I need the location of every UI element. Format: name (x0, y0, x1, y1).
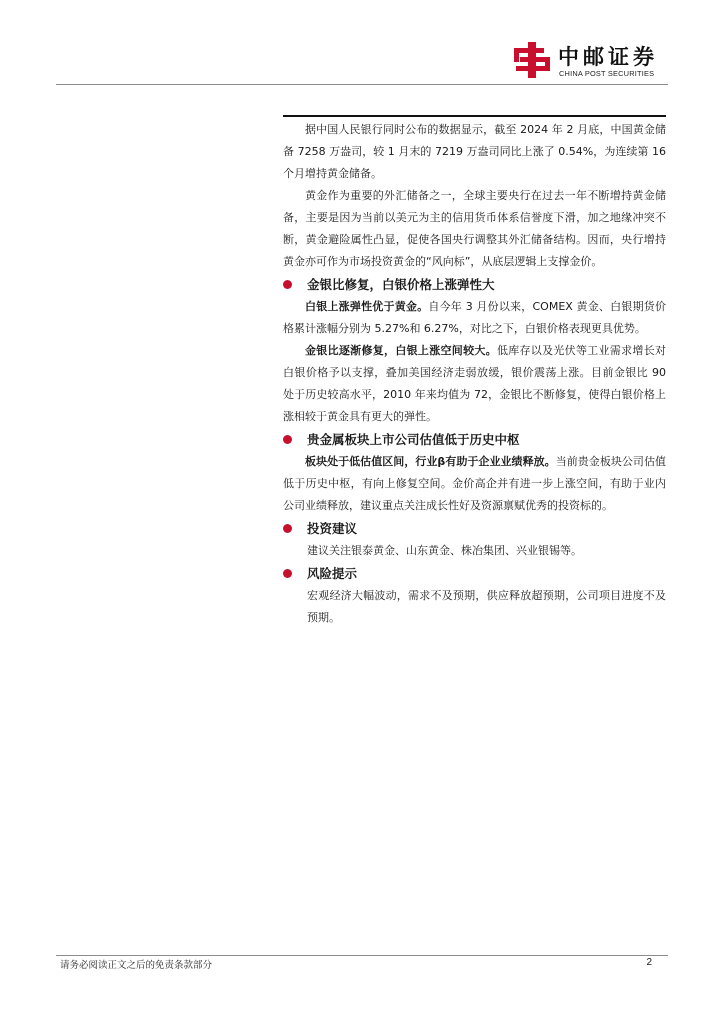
logo-chinese-name: 中邮证券 (558, 45, 658, 69)
bullet-icon (283, 435, 292, 444)
section-heading-investment-advice (283, 518, 666, 540)
section-1-paragraph-1 (283, 296, 666, 340)
investment-advice-text: 建议关注银泰黄金、山东黄金、株冶集团、兴业银锡等。 (307, 544, 582, 557)
paragraph-text: 当前贵金板块公司估值低于历史中枢，有向上修复空间。金价高企并有进一步上涨空间，有助于业内公司业绩释放，建议重点关注成长性好及资源禀赋优秀的投资标的。 (283, 455, 667, 512)
section-title: 投资建议 (307, 521, 358, 536)
section-heading-gold-silver-ratio (283, 274, 666, 296)
paragraph-lead: 金银比逐渐修复，白银上涨空间较大。 (305, 344, 497, 357)
section-heading-risk-warning (283, 563, 666, 585)
company-logo (514, 40, 666, 82)
risk-warning-text: 宏观经济大幅波动，需求不及预期，供应释放超预期，公司项目进度不及预期。 (307, 589, 666, 624)
section-title: 风险提示 (307, 566, 358, 581)
paragraph-lead: 白银上涨弹性优于黄金。 (305, 300, 429, 313)
header-divider (56, 84, 668, 85)
paragraph-lead: 板块处于低估值区间，行业β有助于企业业绩释放。 (305, 455, 556, 468)
section-title: 贵金属板块上市公司估值低于历史中枢 (307, 432, 520, 447)
china-post-logo-icon (514, 42, 552, 78)
bullet-icon (283, 280, 292, 289)
report-body (283, 117, 666, 629)
section-2-paragraph-1 (283, 451, 666, 517)
intro-paragraph-2: 黄金作为重要的外汇储备之一，全球主要央行在过去一年不断增持黄金储备，主要是因为当前以美元为主的信用货币体系信誉度下滑，加之地缘冲突不断，黄金避险属性凸显，促使各国央行调整其外汇储备结构。因而，央行增持黄金亦可作为市场投资黄金的“风向标”，从底层逻辑上支撑金价。 (283, 189, 666, 268)
page-number: 2 (646, 957, 652, 968)
paragraph-text: 低库存以及光伏等工业需求增长对白银价格予以支撑，叠加美国经济走弱放缓，银价震荡上涨。目前金银比 90 处于历史较高水平，2010 年来均值为 72，金银比不断修复，使得白银价格上涨相较于黄金具有更大的弹性。 (283, 344, 667, 423)
paragraph-text: 自今年 3 月份以来，COMEX 黄金、白银期货价格累计涨幅分别为 5.27%和 6.27%，对比之下，白银价格表现更具优势。 (283, 300, 667, 335)
footer-divider (56, 955, 668, 956)
bullet-icon (283, 569, 292, 578)
section-1-paragraph-2 (283, 340, 666, 428)
intro-paragraph-1: 据中国人民银行同时公布的数据显示，截至 2024 年 2 月底，中国黄金储备 7258 万盎司，较 1 月末的 7219 万盎司同比上涨了 0.54%，为连续第 16 个月增持黄金储备。 (283, 123, 666, 180)
section-title: 金银比修复，白银价格上涨弹性大 (307, 277, 495, 292)
section-heading-valuation (283, 429, 666, 451)
logo-english-name: CHINA POST SECURITIES (559, 69, 655, 78)
disclaimer-note: 请务必阅读正文之后的免责条款部分 (60, 960, 213, 971)
bullet-icon (283, 524, 292, 533)
